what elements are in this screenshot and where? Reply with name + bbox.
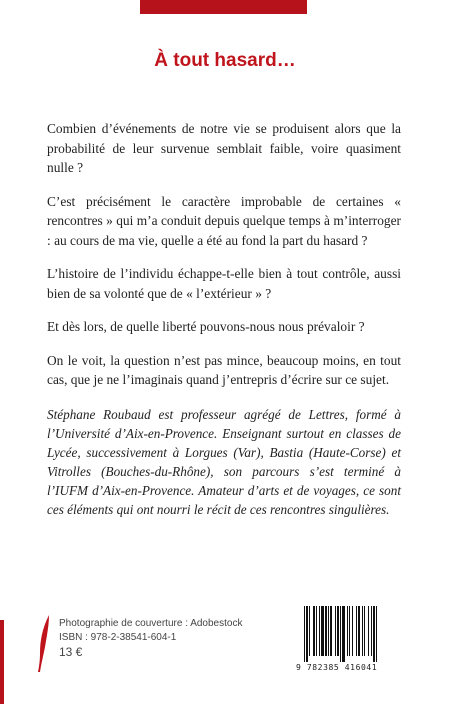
barcode-bar (376, 606, 377, 662)
barcode-bar (371, 606, 372, 656)
author-bio: Stéphane Roubaud est professeur agrégé de Lettres, formé à l’Université d’Aix-en-Provence. Enseignant surtout en classes de Lycée, successivement à Lorgues (Var), Bastia (Haute-Corse) et Vitrolles (Bouches-du-Rhône), son parcours s’est terminé à l’IUFM d’Aix-en-Provence. Amateur d’arts et de voyages, ce sont ces éléments qui ont nourri le récit de ces rencontres singulières. (47, 407, 401, 517)
barcode-bar (328, 606, 329, 656)
barcode-bar (362, 606, 363, 656)
blurb-paragraph: On le voit, la question n’est pas mince, beaucoup moins, en tout cas, que je ne l’imaginais quand j’entrepris d’écrire sur ce sujet. (47, 352, 401, 387)
barcode-bar (321, 606, 324, 656)
barcode-bar (337, 606, 339, 656)
barcode-bar (342, 606, 345, 662)
barcode-bar (325, 606, 327, 656)
barcode-bar (373, 606, 375, 662)
barcode-bar (316, 606, 317, 656)
book-title: À tout hasard… (154, 50, 296, 71)
left-accent-strip (0, 620, 4, 704)
barcode-bars (302, 606, 402, 662)
barcode-digits: 9 782385 416041 (296, 663, 378, 672)
barcode-bar (358, 606, 360, 656)
price-text: 13 € (59, 645, 83, 659)
barcode-bar (313, 606, 315, 656)
blurb-paragraph: L’histoire de l’individu échappe-t-elle bien à tout contrôle, aussi bien de sa volonté que de « l’extérieur » ? (47, 266, 401, 301)
quill-icon (37, 613, 51, 673)
blurb-paragraph: Et dès lors, de quelle liberté pouvons-nous nous prévaloir ? (47, 319, 365, 334)
barcode (296, 604, 408, 676)
barcode-bar (349, 606, 350, 656)
isbn-text: ISBN : 978-2-38541-604-1 (59, 631, 177, 643)
photo-credit: Photographie de couverture : Adobestock (59, 618, 243, 629)
barcode-bar (364, 606, 365, 656)
barcode-bar (304, 606, 305, 662)
blurb-paragraph: Combien d’événements de notre vie se produisent alors que la probabilité de leur survenue semblait faible, voire quasiment nulle ? (47, 121, 401, 175)
barcode-bar (319, 606, 320, 656)
barcode-bar (368, 606, 369, 656)
barcode-bar (352, 606, 353, 656)
barcode-bar (356, 606, 357, 656)
barcode-bar (330, 606, 332, 656)
barcode-bar (335, 606, 336, 656)
blurb-paragraph: C’est précisément le caractère improbable de certaines « rencontres » qui m’a conduit depuis quelque temps à m’interroger : au cours de ma vie, quelle a été au fond la part du hasard ? (47, 193, 401, 248)
barcode-bar (309, 606, 310, 656)
barcode-bar (340, 606, 341, 662)
credits-block (59, 617, 242, 660)
barcode-bar (306, 606, 308, 662)
top-accent-bar (140, 0, 307, 14)
barcode-bar (347, 606, 348, 656)
blurb (47, 119, 401, 404)
